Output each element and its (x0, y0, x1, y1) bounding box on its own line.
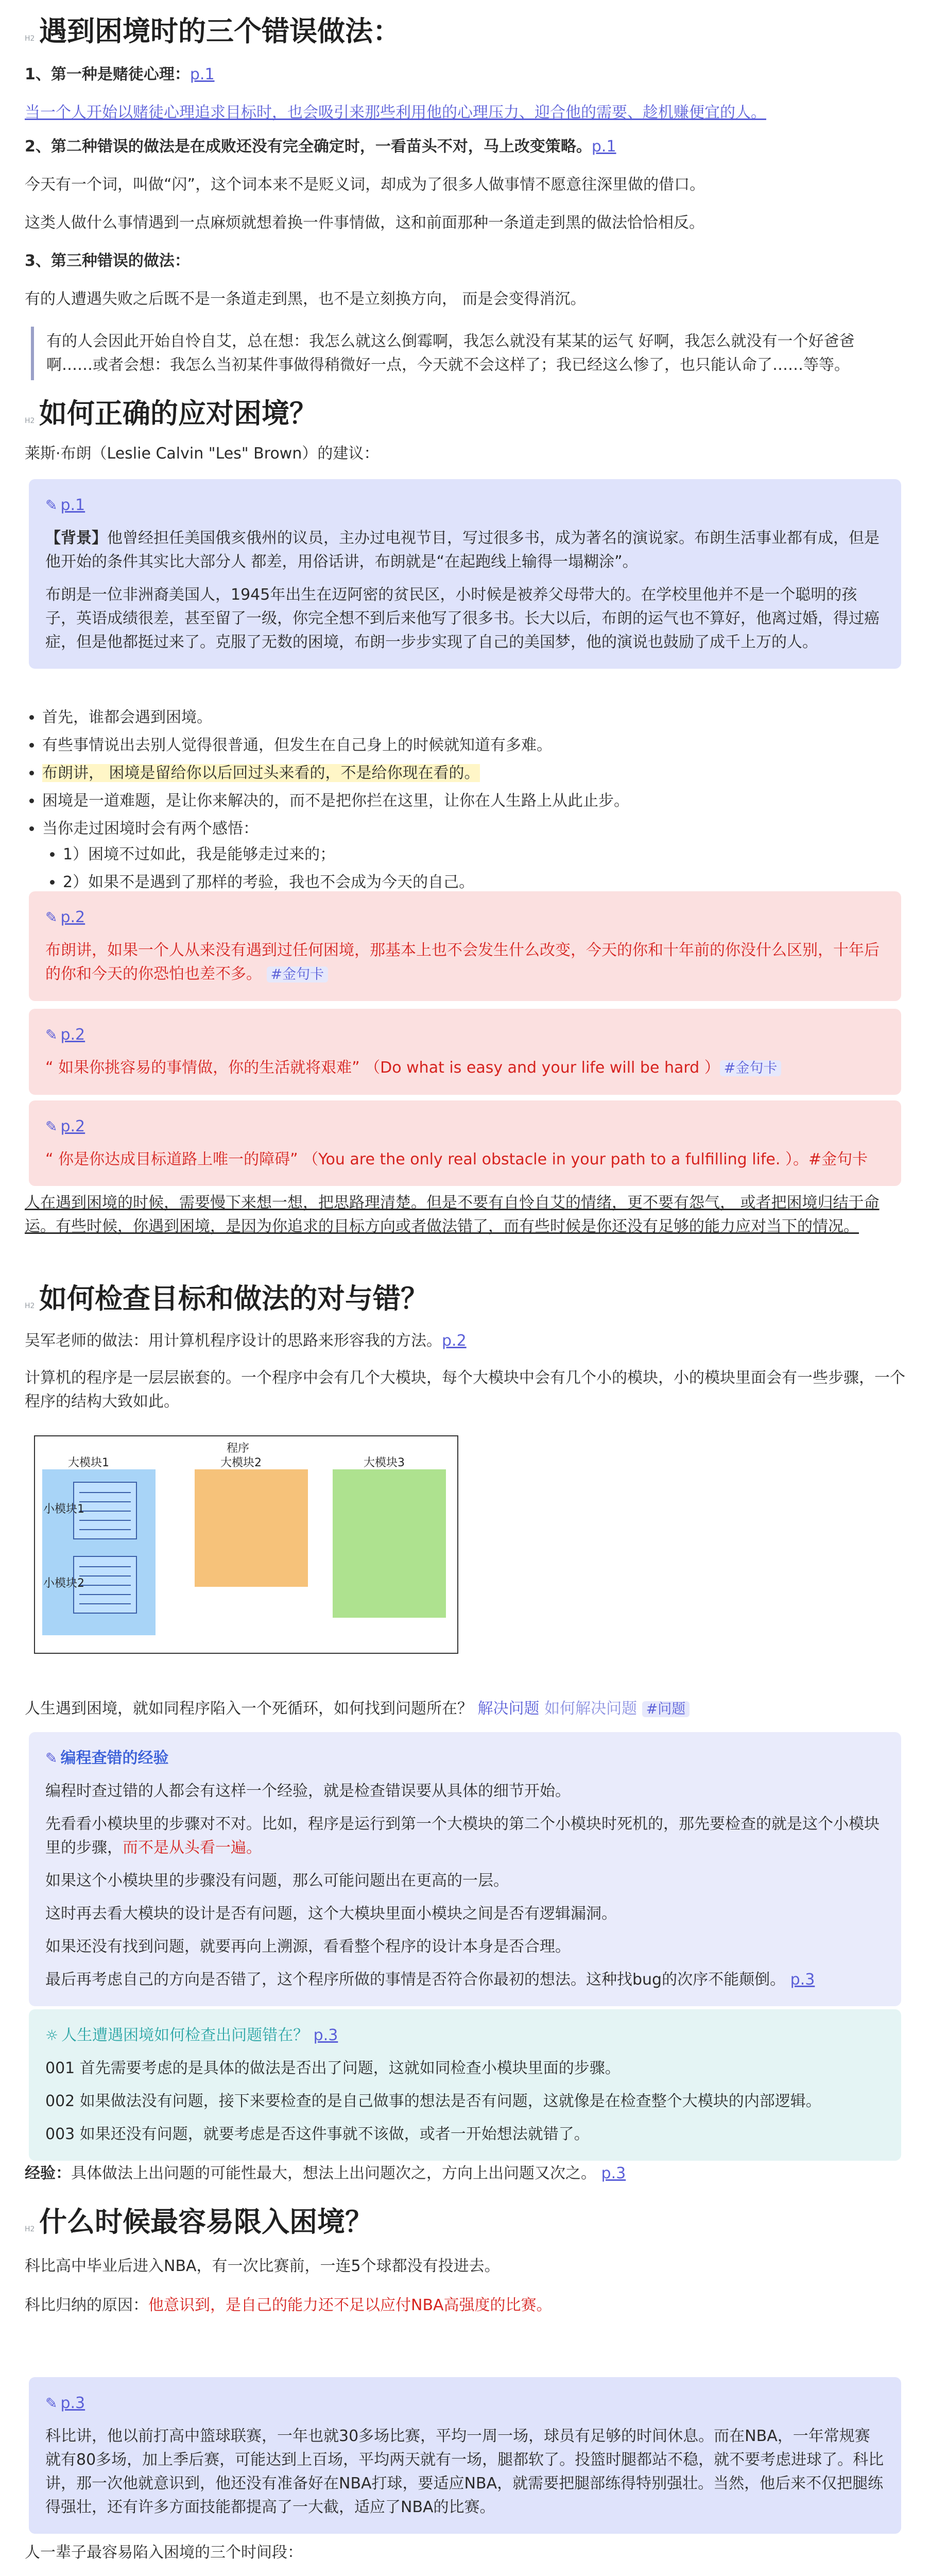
link-solve-problem[interactable]: 解决问题 (477, 1700, 540, 1718)
heading-level-marker: H2 (25, 417, 35, 425)
card-title: 编程查错的经验 (60, 1749, 169, 1767)
paragraph: 计算机的程序是一层层嵌套的。一个程序中会有几个大模块，每个大模块中会有几个小的模块，小的模块里面会有一些步骤，一个程序的结构大致如此。 (25, 1369, 905, 1411)
link-how-solve-problem[interactable]: 如何解决问题 (544, 1700, 638, 1718)
card-line: 最后再考虑自己的方向是否错了，这个程序所做的事情是否符合你最初的想法。这种找bug的次序不能颠倒。 (45, 1971, 786, 1989)
card-text: 布朗讲，如果一个人从来没有遇到过任何困境，那基本上也不会发生什么改变，今天的你和十年前的你没什么区别，十年后的你和今天的你恐怕也差不多。 (45, 941, 880, 983)
item-label: 1、第一种是赌徒心理： (25, 65, 190, 83)
quote-card (29, 1100, 901, 1186)
card-title: 人生遭遇困境如何检查出问题错在？ (61, 2026, 309, 2044)
card-line: 002 如果做法没有问题，接下来要检查的是自己做事的想法是否有问题，这就像是在检查整个大模块的内部逻辑。 (45, 2092, 821, 2110)
list-item (42, 761, 905, 785)
section-heading (25, 392, 905, 431)
card-line: 如果还没有找到问题，就要再向上溯源，看看整个程序的设计本身是否合理。 (45, 1938, 571, 1956)
paragraph (25, 63, 905, 87)
page-ref-link[interactable]: p.2 (60, 908, 85, 926)
item-label: 经验： (25, 2164, 71, 2182)
bullet-list (25, 706, 905, 899)
paragraph: 人一辈子最容易陷入困境的三个时间段： (25, 2544, 303, 2562)
sub-list-item: • 2）如果不是遇到了那样的考验，我也不会成为今天的自己。 (63, 871, 905, 894)
paragraph-text: 人生遇到困境，就如同程序陷入一个死循环，如何找到问题所在？ (25, 1700, 473, 1718)
program-label: 程序 (227, 1442, 250, 1455)
paragraph-text: 具体做法上出问题的可能性最大，想法上出问题次之，方向上出问题又次之。 (71, 2164, 596, 2182)
paragraph: 莱斯·布朗（Leslie Calvin "Les" Brown）的建议： (25, 445, 380, 463)
module-3 (333, 1456, 446, 1618)
card-text: 布朗是一位非洲裔美国人，1945年出生在迈阿密的贫民区，小时候是被养父母带大的。在学校里他并不是一个聪明的孩子，英语成绩很差，甚至留了一级，你完全想不到后来他写了很多书。长大以后，布朗的运气也不算好，他离过婚，得过癌症，但是他都挺过来了。克服了无数的困境，布朗一步步实现了自己的美国梦，他的演说也鼓励了成千上万的人。 (45, 586, 880, 651)
quote-link[interactable]: 当一个人开始以赌徒心理追求目标时，也会吸引来那些利用他的心理压力、迎合他的需要、趁机赚便宜的人。 (25, 104, 766, 122)
emphasis-text: 他意识到，是自己的能力还不足以应付NBA高强度的比赛。 (148, 2296, 552, 2314)
card-line: 003 如果还没有问题，就要考虑是否这件事就不该做，或者一开始想法就错了。 (45, 2125, 590, 2143)
section-heading (25, 1277, 905, 1316)
program-label-wrap (35, 1436, 457, 1455)
section-title: 什么时候最容易限入困境？ (39, 2206, 373, 2238)
list-item: • 困境是一道难题，是让你来解决的，而不是把你拦在这里，让你在人生路上从此止步。 (42, 789, 905, 813)
highlighted-text: 布朗讲， 困境是留给你以后回过头来看的，不是给你现在看的。 (42, 764, 480, 782)
highlight-card (29, 2377, 901, 2534)
quote-card (29, 891, 901, 1001)
paragraph: 科比高中毕业后进入NBA，有一次比赛前，一连5个球都没有投进去。 (25, 2257, 500, 2275)
page-ref-link[interactable]: p.3 (60, 2394, 85, 2412)
page-ref-link[interactable]: p.2 (60, 1026, 85, 1044)
page-ref-link[interactable]: p.3 (790, 1971, 815, 1989)
heading-level-marker: H2 (25, 2225, 35, 2233)
page-ref-link[interactable]: p.1 (591, 138, 616, 156)
highlight-card (29, 479, 901, 669)
item-label: 2、第二种错误的做法是在成败还没有完全确定时，一看苗头不对，马上改变策略。 (25, 138, 592, 156)
card-text: 科比讲，他以前打高中篮球联赛，一年也就30多场比赛，平均一周一场，球员有足够的时间休息。而在NBA，一年常规赛就有80多场，加上季后赛，可能达到上百场，平均两天就有一场，腿都软了。投篮时腿都站不稳，就不要考虑进球了。科比讲，那一次他就意识到，他还没有准备好在NBA打球，要适应NBA，就需要把腿部练得特别强壮。当然，他后来不仅把腿练得强壮，还有许多方面技能都提高了一大截，适应了NBA的比赛。 (45, 2427, 884, 2516)
page-ref-link[interactable]: p.1 (60, 496, 85, 514)
page-ref-link[interactable]: p.1 (190, 65, 215, 83)
section-title: 遇到困境时的三个错误做法： (39, 15, 401, 47)
sub-list-item: • 1）困境不过如此，我是能够走过来的； (63, 843, 905, 867)
tag[interactable]: #金句卡 (720, 1060, 782, 1076)
paragraph-text: 科比归纳的原因： (25, 2296, 148, 2314)
pen-icon: ✎ (45, 909, 58, 926)
module-label: 大模块3 (364, 1456, 405, 1469)
paragraph (25, 135, 905, 159)
emphasis-text: 而不是从头看一遍。 (123, 1839, 262, 1857)
card-line: 这时再去看大模块的设计是否有问题，这个大模块里面小模块之间是否有逻辑漏洞。 (45, 1905, 617, 1923)
paragraph: 人在遇到困境的时候，需要慢下来想一想，把思路理清楚。但是不要有自怜自艾的情绪，更不要有怨气， 或者把困境归结于命运。有些时候，你遇到困境，是因为你追求的目标方向或者做法错了，而有些时候是你还没有足够的能力应对当下的情况。 (25, 1194, 880, 1235)
section-title: 如何正确的应对困境？ (39, 397, 317, 430)
page-ref-link[interactable]: p.2 (60, 1117, 85, 1136)
card-line: 001 首先需要考虑的是具体的做法是否出了问题，这就如同检查小模块里面的步骤。 (45, 2059, 621, 2077)
page-ref-link[interactable]: p.3 (601, 2164, 626, 2182)
module-label: 大模块2 (220, 1456, 262, 1469)
module-label: 大模块1 (68, 1456, 109, 1469)
pen-icon: ✎ (45, 497, 58, 514)
list-item: • 首先，谁都会遇到困境。 (42, 706, 905, 730)
experience-card (29, 1732, 901, 2006)
card-text: “ 你是你达成目标道路上唯一的障碍” （You are the only real obstacle in your path to a fulfilling life. ）。#金句卡 (45, 1150, 868, 1168)
card-text: 他曾经担任美国俄亥俄州的议员，主办过电视节目，写过很多书，成为著名的演说家。布朗生活事业都有成，但是他开始的条件其实比大部分人 都差，用俗话讲，布朗就是“在起跑线上输得一塌糊涂”。 (45, 529, 880, 571)
heading-level-marker: H2 (25, 1302, 35, 1310)
list-item: • 有些事情说出去别人觉得很普通，但发生在自己身上的时候就知道有多难。 (42, 734, 905, 757)
question-card (29, 2009, 901, 2161)
paragraph: 今天有一个词，叫做“闪”，这个词本来不是贬义词，却成为了很多人做事情不愿意往深里做的借口。 (25, 176, 705, 194)
lightbulb-icon: ☼ (45, 2027, 59, 2044)
paragraph (25, 249, 905, 273)
page-ref-link[interactable]: p.3 (313, 2026, 338, 2044)
small-module-label: 小模块1 (43, 1503, 84, 1516)
section-heading (25, 2200, 905, 2240)
module-2 (195, 1456, 308, 1587)
section-title: 如何检查目标和做法的对与错？ (39, 1282, 428, 1315)
card-line: 编程时查过错的人都会有这样一个经验，就是检查错误要从具体的细节开始。 (45, 1782, 571, 1800)
pen-icon: ✎ (45, 2395, 58, 2412)
card-line: 如果这个小模块里的步骤没有问题，那么可能问题出在更高的一层。 (45, 1872, 509, 1890)
paragraph: 有的人遭遇失败之后既不是一条道走到黑，也不是立刻换方向， 而是会变得消沉。 (25, 290, 586, 308)
blockquote: 有的人会因此开始自怜自艾，总在想：我怎么就这么倒霉啊，我怎么就没有某某的运气 好啊，我怎么就没有一个好爸爸啊……或者会想：我怎么当初某件事做得稍微好一点，今天就不会这样了；我已经这么惨了，也只能认命了……等等。 (31, 327, 901, 380)
list-item (42, 817, 905, 894)
pen-icon: ✎ (45, 1026, 58, 1043)
paragraph (25, 2162, 905, 2185)
paragraph (25, 1697, 905, 1721)
card-line: 先看看小模块里的步骤对不对。比如，程序是运行到第一个大模块的第二个小模块时死机的，那先要检查的就是这个小模块 里的步骤， (45, 1815, 880, 1857)
section-heading (25, 9, 905, 49)
quote-card (29, 1009, 901, 1095)
module-1 (42, 1456, 156, 1635)
paragraph: 这类人做什么事情遇到一点麻烦就想着换一件事情做，这和前面那种一条道走到黑的做法恰恰相反。 (25, 214, 704, 232)
list-item-text: 当你走过困境时会有两个感悟： (42, 820, 259, 838)
edit-icon: ✎ (45, 1750, 58, 1767)
item-label: 3、第三种错误的做法： (25, 252, 190, 270)
pen-icon: ✎ (45, 1118, 58, 1135)
small-module-label: 小模块2 (43, 1577, 84, 1590)
heading-level-marker: H2 (25, 35, 35, 43)
paragraph (25, 1329, 905, 1353)
background-label: 【背景】 (45, 529, 107, 547)
card-text: “ 如果你挑容易的事情做，你的生活就将艰难” （Do what is easy and your life will be hard ） (45, 1059, 720, 1077)
tag[interactable]: #问题 (642, 1701, 690, 1717)
page-ref-link[interactable]: p.2 (442, 1332, 467, 1350)
paragraph (25, 101, 905, 125)
program-structure-diagram (34, 1435, 458, 1654)
paragraph-text: 吴军老师的做法：用计算机程序设计的思路来形容我的方法。 (25, 1332, 442, 1350)
paragraph (25, 2294, 905, 2317)
tag[interactable]: #金句卡 (267, 967, 329, 982)
